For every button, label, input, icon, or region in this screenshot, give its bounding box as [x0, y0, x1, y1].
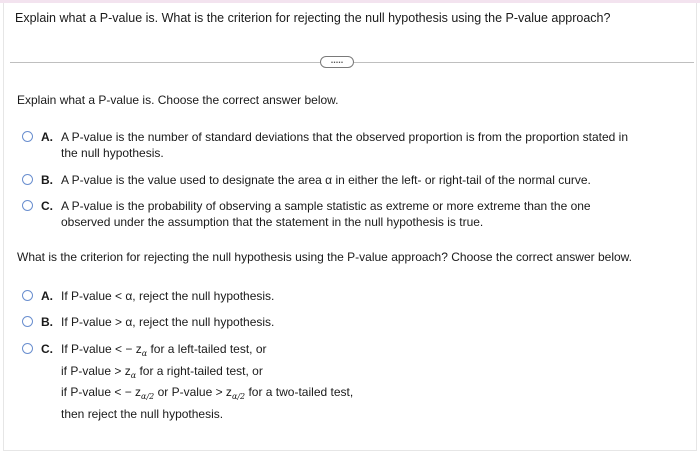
part1-option-b[interactable] — [22, 172, 591, 188]
option-text — [61, 198, 591, 230]
text-segment: or P-value > z — [154, 385, 232, 399]
option-text-line: then reject the null hypothesis. — [61, 406, 224, 421]
option-letter: A. — [41, 289, 53, 303]
option-text-line: A P-value is the value used to designate the area α in either the left- or right-tail of the normal curve. — [61, 173, 591, 187]
subscript: α — [141, 349, 148, 358]
text-segment: for a right-tailed test, or — [136, 363, 263, 378]
question-title: Explain what a P-value is. What is the criterion for rejecting the null hypothesis using the P-value approach? — [15, 11, 611, 25]
option-text-line — [61, 363, 353, 385]
option-text — [61, 129, 628, 161]
text-segment: If P-value < − z — [61, 342, 142, 356]
subscript: α — [130, 370, 137, 380]
part1-option-a[interactable] — [22, 129, 628, 161]
text-segment: for a left-tailed test, or — [147, 342, 267, 356]
part2-option-b[interactable] — [22, 314, 274, 330]
option-letter: C. — [41, 342, 53, 356]
option-letter: B. — [41, 173, 53, 187]
radio-button[interactable] — [22, 200, 33, 211]
radio-button[interactable] — [22, 343, 33, 354]
option-letter: C. — [41, 199, 53, 213]
option-text: If P-value > α, reject the null hypothesis. — [61, 315, 275, 329]
more-dots-icon: ..... — [330, 54, 344, 65]
text-segment: if P-value < − z — [61, 385, 142, 399]
option-letter: A. — [41, 130, 53, 144]
option-text-line: the null hypothesis. — [61, 146, 164, 160]
radio-button[interactable] — [22, 316, 33, 327]
radio-button[interactable] — [22, 174, 33, 185]
option-text-line: A P-value is the probability of observing a sample statistic as extreme or more extreme than the one — [61, 199, 591, 213]
text-segment: for a two-tailed test, — [245, 385, 354, 399]
part1-option-c[interactable] — [22, 198, 591, 230]
subscript: α/2 — [141, 392, 155, 401]
option-text-line — [61, 341, 353, 363]
radio-button[interactable] — [22, 290, 33, 301]
part2-option-a[interactable] — [22, 288, 274, 304]
subscript: α/2 — [231, 392, 246, 401]
option-text — [61, 172, 591, 188]
option-text-line — [61, 384, 353, 406]
radio-button[interactable] — [22, 131, 33, 142]
part1-prompt: Explain what a P-value is. Choose the correct answer below. — [17, 93, 339, 107]
expand-button[interactable] — [320, 56, 354, 68]
option-letter: B. — [41, 315, 53, 329]
option-text-line: A P-value is the number of standard deviations that the observed proportion is from the proportion stated in — [61, 130, 628, 144]
option-text-line: observed under the assumption that the statement in the null hypothesis is true. — [61, 215, 484, 229]
part2-prompt: What is the criterion for rejecting the null hypothesis using the P-value approach? Choose the correct answer below. — [17, 250, 632, 264]
option-text: If P-value < α, reject the null hypothesis. — [61, 289, 275, 303]
part2-option-c[interactable] — [22, 341, 353, 423]
option-text — [61, 341, 353, 423]
text-segment: if P-value > z — [61, 363, 131, 378]
